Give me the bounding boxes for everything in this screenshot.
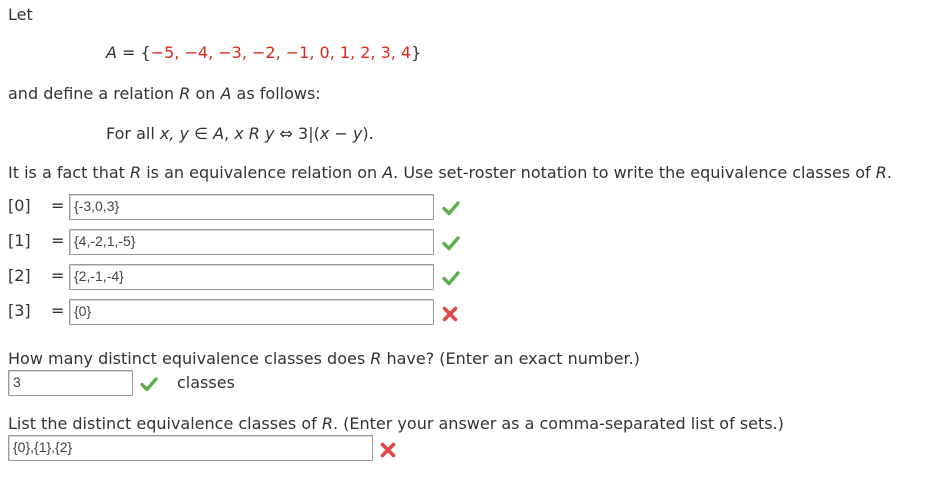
class-label-3: [3] (8, 301, 31, 320)
relation-rule (106, 124, 374, 143)
checkmark-icon (140, 375, 158, 393)
set-lhs: A = (106, 43, 141, 62)
set-close-brace: } (411, 43, 422, 62)
rule-A: A (213, 124, 225, 143)
define-post: as follows: (231, 84, 321, 103)
rule-xy: x − y (319, 124, 363, 143)
rule-in: ∈ (188, 124, 214, 143)
q-list-pre: List the distinct equivalence classes of (8, 414, 322, 433)
define-R: R (179, 84, 191, 103)
class-label-1: [1] (8, 231, 31, 250)
rule-comma: , (224, 124, 235, 143)
checkmark-icon (442, 269, 460, 287)
define-pre: and define a relation (8, 84, 180, 103)
fact-A: A (382, 163, 394, 182)
fact-R2: R (875, 163, 887, 182)
rule-vars: x, y (159, 124, 189, 143)
set-elements: −5, −4, −3, −2, −1, 0, 1, 2, 3, 4 (150, 43, 412, 62)
equals-sign: = (51, 231, 65, 250)
class-1-input[interactable]: {4,-2,1,-5} (69, 229, 434, 255)
fact-mid1: is an equivalence relation on (141, 163, 383, 182)
intro-let: Let (8, 5, 33, 24)
checkmark-icon (442, 234, 460, 252)
equivalence-fact (8, 163, 892, 182)
rule-xRy: x R y (234, 124, 275, 143)
class-2-input[interactable]: {2,-1,-4} (69, 264, 434, 290)
class-3-input[interactable]: {0} (69, 299, 434, 325)
class-list-input[interactable]: {0},{1},{2} (8, 435, 373, 461)
class-label-0: [0] (8, 196, 31, 215)
fact-post: . (886, 163, 892, 182)
fact-mid2: . Use set-roster notation to write the equivalence classes of (393, 163, 876, 182)
equals-sign: = (51, 196, 65, 215)
question-count (8, 349, 640, 368)
fact-R: R (130, 163, 142, 182)
question-list (8, 414, 784, 433)
checkmark-icon (442, 199, 460, 217)
q-list-R: R (321, 414, 333, 433)
define-A: A (220, 84, 232, 103)
classes-unit-label: classes (177, 373, 235, 392)
equals-sign: = (51, 266, 65, 285)
rule-pre: For all (106, 124, 160, 143)
class-label-2: [2] (8, 266, 31, 285)
x-mark-icon (441, 305, 459, 323)
q-list-post: . (Enter your answer as a comma-separated list of sets.) (332, 414, 784, 433)
class-count-input[interactable]: 3 (8, 370, 133, 396)
rule-close: ). (362, 124, 374, 143)
rule-iff: ⇔ 3|( (274, 124, 320, 143)
relation-definition (8, 84, 321, 103)
x-mark-icon (379, 441, 397, 459)
q-count-pre: How many distinct equivalence classes does (8, 349, 371, 368)
fact-pre: It is a fact that (8, 163, 131, 182)
q-count-post: have? (Enter an exact number.) (381, 349, 640, 368)
q-count-R: R (370, 349, 382, 368)
class-0-input[interactable]: {-3,0,3} (69, 194, 434, 220)
set-open-brace: { (140, 43, 151, 62)
define-mid: on (190, 84, 221, 103)
set-definition (106, 43, 421, 62)
equals-sign: = (51, 301, 65, 320)
